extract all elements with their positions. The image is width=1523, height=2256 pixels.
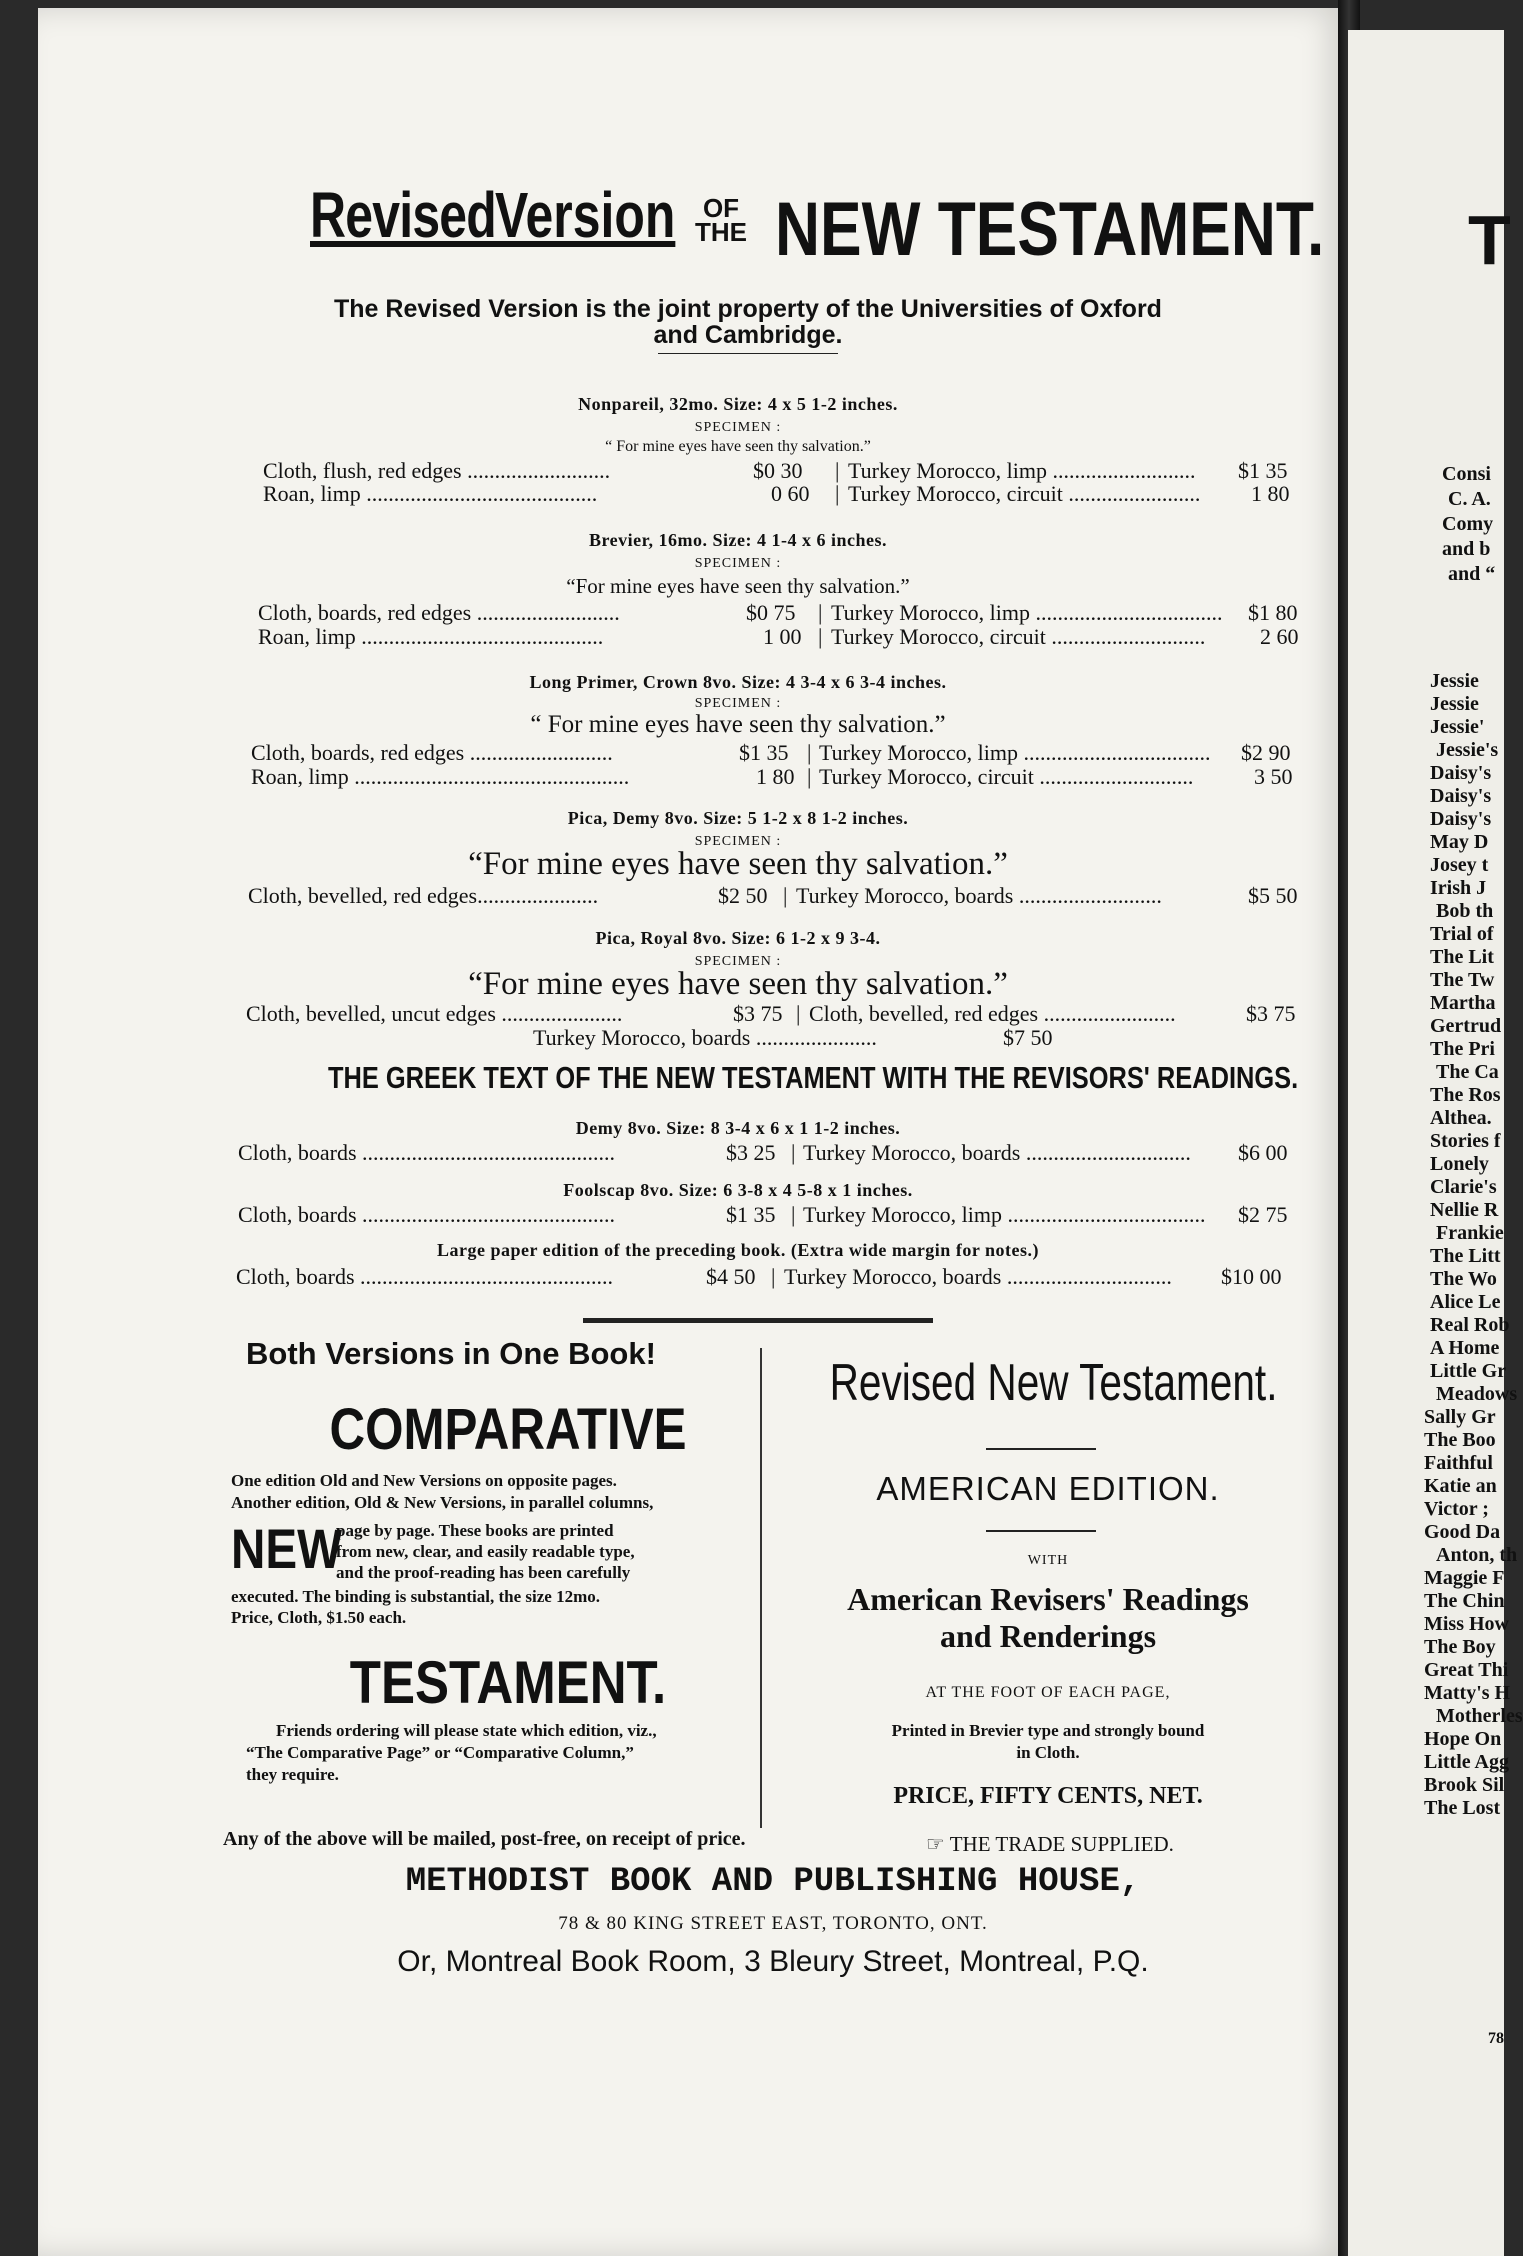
divider: | bbox=[783, 883, 788, 908]
binding-right: Turkey Morocco, boards .......................... bbox=[796, 883, 1162, 908]
specimen-label: SPECIMEN : bbox=[694, 954, 782, 969]
binding-right: Turkey Morocco, circuit ............................ bbox=[831, 624, 1206, 649]
facing-title-item: Matty's H bbox=[1424, 1682, 1511, 1704]
facing-title-item: Little Gr bbox=[1430, 1360, 1507, 1382]
facing-title-item: Althea. bbox=[1430, 1107, 1492, 1129]
price-left: $1 35 bbox=[739, 740, 789, 765]
specimen-text: “For mine eyes have seen thy salvation.” bbox=[468, 966, 1008, 1002]
facing-title-item: Victor ; bbox=[1424, 1498, 1489, 1520]
price-right: $2 90 bbox=[1241, 740, 1291, 765]
specimen-text: “ For mine eyes have seen thy salvation.” bbox=[605, 438, 871, 455]
binding-left: Cloth, boards, red edges .......................... bbox=[251, 740, 613, 765]
price-right: $6 00 bbox=[1238, 1140, 1288, 1165]
readings-line: American Revisers' Readings bbox=[847, 1581, 1249, 1617]
price-right: $5 50 bbox=[1248, 883, 1298, 908]
price-right: $10 00 bbox=[1221, 1264, 1282, 1289]
facing-title-item: Daisy's bbox=[1430, 808, 1492, 830]
price-left: 0 60 bbox=[771, 481, 810, 506]
title-version: Version bbox=[495, 179, 676, 251]
facing-title-item: Trial of bbox=[1430, 923, 1494, 945]
facing-title-item: The Litt bbox=[1430, 1245, 1501, 1267]
edition-heading: Brevier, 16mo. Size: 4 1-4 x 6 inches. bbox=[589, 530, 887, 550]
binding-left: Roan, limp .......................................... bbox=[263, 481, 598, 506]
facing-title-item: Lonely bbox=[1430, 1153, 1489, 1175]
price-right: $1 35 bbox=[1238, 458, 1288, 483]
american-rule bbox=[986, 1448, 1096, 1450]
binding-left: Cloth, boards, red edges .......................... bbox=[258, 600, 620, 625]
facing-title-item: Little Agg bbox=[1424, 1751, 1509, 1773]
facing-title-item: Jessie bbox=[1430, 670, 1479, 692]
price-right: 3 50 bbox=[1254, 764, 1293, 789]
facing-title-item: Alice Le bbox=[1430, 1291, 1501, 1313]
edition-heading: Nonpareil, 32mo. Size: 4 x 5 1-2 inches. bbox=[578, 394, 898, 414]
montreal-address: Or, Montreal Book Room, 3 Bleury Street, Montreal, P.Q. bbox=[397, 1945, 1149, 1978]
facing-intro-line: and “ bbox=[1448, 563, 1496, 585]
price-left: $7 50 bbox=[1003, 1025, 1053, 1050]
greek-heading: Foolscap 8vo. Size: 6 3-8 x 4 5-8 x 1 inches. bbox=[563, 1180, 913, 1200]
both-versions: Both Versions in One Book! bbox=[246, 1336, 656, 1371]
price-left: $3 25 bbox=[726, 1140, 776, 1165]
para-line: and the proof-reading has been carefully bbox=[336, 1563, 631, 1582]
binding-right: Turkey Morocco, limp .......................... bbox=[848, 458, 1196, 483]
facing-title-item: The Tw bbox=[1430, 969, 1495, 991]
title-rule bbox=[658, 353, 838, 354]
facing-title-item: Good Da bbox=[1424, 1521, 1501, 1543]
title-the: THE bbox=[695, 217, 747, 247]
facing-title-item: Daisy's bbox=[1430, 762, 1492, 784]
facing-title-letter: T bbox=[1468, 201, 1511, 279]
facing-title-item: Frankie bbox=[1436, 1222, 1504, 1244]
divider: | bbox=[807, 764, 812, 789]
facing-title-list bbox=[1424, 670, 1523, 1820]
para-line: from new, clear, and easily readable type, bbox=[336, 1542, 635, 1561]
price-left: $2 50 bbox=[718, 883, 768, 908]
facing-intro-line: Consi bbox=[1442, 463, 1491, 485]
price-left: $3 75 bbox=[733, 1001, 783, 1026]
facing-title-item: Maggie F bbox=[1424, 1567, 1505, 1589]
greek-heading: Demy 8vo. Size: 8 3-4 x 6 x 1 1-2 inches. bbox=[575, 1118, 901, 1138]
specimen-label: SPECIMEN : bbox=[694, 556, 782, 571]
price-right: $2 75 bbox=[1238, 1202, 1288, 1227]
facing-footer: 78 bbox=[1488, 2030, 1504, 2047]
binding-left: Cloth, bevelled, uncut edges ...................... bbox=[246, 1001, 623, 1026]
para-line: Price, Cloth, $1.50 each. bbox=[231, 1608, 407, 1627]
price-left: $0 75 bbox=[746, 600, 796, 625]
facing-title-item: Gertrud bbox=[1430, 1015, 1502, 1037]
divider: | bbox=[835, 458, 840, 483]
comparative-line1: One edition Old and New Versions on opposite pages. bbox=[231, 1471, 617, 1490]
printed-line: Printed in Brevier type and strongly bound bbox=[891, 1721, 1205, 1740]
binding-left: Cloth, boards .............................................. bbox=[236, 1264, 614, 1289]
facing-title-item: Irish J bbox=[1430, 877, 1487, 899]
edition-heading: Pica, Demy 8vo. Size: 5 1-2 x 8 1-2 inches. bbox=[567, 808, 909, 828]
facing-title-item: Meadows bbox=[1436, 1383, 1518, 1405]
specimen-text: “ For mine eyes have seen thy salvation.” bbox=[530, 711, 946, 738]
binding-left: Turkey Morocco, boards ...................... bbox=[533, 1025, 877, 1050]
divider: | bbox=[835, 481, 840, 506]
divider: | bbox=[791, 1140, 796, 1165]
trade-supplied: ☞ THE TRADE SUPPLIED. bbox=[926, 1832, 1174, 1856]
facing-title-item: Motherles bbox=[1436, 1705, 1523, 1727]
title-revised: Revised bbox=[310, 179, 497, 251]
price-left: 1 00 bbox=[763, 624, 802, 649]
title-of-the bbox=[695, 193, 747, 247]
binding-left: Cloth, boards .............................................. bbox=[238, 1202, 616, 1227]
facing-title-item: Daisy's bbox=[1430, 785, 1492, 807]
price-left: 1 80 bbox=[756, 764, 795, 789]
price-left: $1 35 bbox=[726, 1202, 776, 1227]
american-rule bbox=[986, 1530, 1096, 1532]
binding-left: Cloth, flush, red edges .......................... bbox=[263, 458, 611, 483]
friends-line: Friends ordering will please state which edition, viz., bbox=[276, 1721, 657, 1740]
facing-title-item: Anton, th bbox=[1436, 1544, 1518, 1566]
title-new-testament: NEW TESTAMENT. bbox=[775, 187, 1325, 272]
facing-title-item: May D bbox=[1430, 831, 1489, 853]
edition-heading: Long Primer, Crown 8vo. Size: 4 3-4 x 6 3-4 inches. bbox=[529, 672, 947, 692]
american-edition: AMERICAN EDITION. bbox=[876, 1470, 1220, 1507]
facing-title-item: The Boy bbox=[1424, 1636, 1496, 1658]
specimen-text: “For mine eyes have seen thy salvation.” bbox=[468, 846, 1008, 882]
facing-title-item: Jessie' bbox=[1430, 716, 1485, 738]
facing-title-item: Sally Gr bbox=[1424, 1406, 1496, 1428]
binding-right: Turkey Morocco, circuit ............................ bbox=[819, 764, 1194, 789]
facing-title-item: Great Thi bbox=[1424, 1659, 1509, 1681]
edition-heading: Pica, Royal 8vo. Size: 6 1-2 x 9 3-4. bbox=[595, 928, 881, 948]
greek-title: THE GREEK TEXT OF THE NEW TESTAMENT WITH THE REVISORS' READINGS. bbox=[328, 1060, 1299, 1095]
facing-intro-line: C. A. bbox=[1448, 488, 1491, 510]
divider: | bbox=[771, 1264, 776, 1289]
facing-title-item: Josey t bbox=[1430, 854, 1489, 876]
greek-heading: Large paper edition of the preceding book. (Extra wide margin for notes.) bbox=[437, 1240, 1039, 1260]
facing-title-item: The Ca bbox=[1436, 1061, 1499, 1083]
binding-right: Turkey Morocco, limp .................................. bbox=[819, 740, 1211, 765]
binding-left: Roan, limp .................................................. bbox=[251, 764, 630, 789]
mailed-note: Any of the above will be mailed, post-free, on receipt of price. bbox=[223, 1828, 746, 1850]
facing-title-item: Nellie R bbox=[1430, 1199, 1499, 1221]
facing-page bbox=[1348, 30, 1523, 2256]
readings-line: and Renderings bbox=[939, 1618, 1157, 1654]
title-of: OF bbox=[702, 193, 740, 223]
binding-left: Cloth, boards .............................................. bbox=[238, 1140, 616, 1165]
facing-intro bbox=[1442, 462, 1495, 587]
testament-title: TESTAMENT. bbox=[349, 1649, 667, 1716]
section-rule bbox=[583, 1318, 933, 1323]
divider: | bbox=[791, 1202, 796, 1227]
binding-right: Turkey Morocco, boards .............................. bbox=[784, 1264, 1172, 1289]
facing-title-item: The Boo bbox=[1424, 1429, 1496, 1451]
printed-line: in Cloth. bbox=[1016, 1743, 1080, 1762]
american-foot: AT THE FOOT OF EACH PAGE, bbox=[925, 1684, 1171, 1701]
binding-left: Cloth, bevelled, red edges...................... bbox=[248, 883, 599, 908]
facing-title-item: The Lost bbox=[1424, 1797, 1501, 1819]
american-with: WITH bbox=[1027, 1553, 1069, 1568]
specimen-label: SPECIMEN : bbox=[694, 696, 782, 711]
specimen-text: “For mine eyes have seen thy salvation.” bbox=[566, 574, 910, 598]
divider: | bbox=[796, 1001, 801, 1026]
facing-intro-line: and b bbox=[1442, 538, 1491, 560]
facing-title-item: Miss How bbox=[1424, 1613, 1509, 1635]
facing-title-item: Real Rob bbox=[1430, 1314, 1510, 1336]
advertisement-page bbox=[38, 8, 1348, 2256]
facing-title-item: A Home bbox=[1430, 1337, 1500, 1359]
price-right: $1 80 bbox=[1248, 600, 1298, 625]
comparative-para bbox=[336, 1520, 635, 1583]
facing-title-item: The Pri bbox=[1430, 1038, 1495, 1060]
facing-title-item: Hope On bbox=[1424, 1728, 1502, 1750]
binding-right: Turkey Morocco, boards .............................. bbox=[803, 1140, 1191, 1165]
publisher-name: METHODIST BOOK AND PUBLISHING HOUSE, bbox=[405, 1863, 1141, 1901]
binding-left: Roan, limp ............................................ bbox=[258, 624, 604, 649]
friends-note bbox=[246, 1720, 657, 1786]
facing-title-item: Katie an bbox=[1424, 1475, 1497, 1497]
divider: | bbox=[818, 600, 823, 625]
price-right: $3 75 bbox=[1246, 1001, 1296, 1026]
facing-intro-line: Comy bbox=[1442, 513, 1494, 535]
para-line: page by page. These books are printed bbox=[336, 1521, 614, 1540]
facing-title-item: Stories f bbox=[1430, 1130, 1501, 1152]
price-left: $4 50 bbox=[706, 1264, 756, 1289]
facing-title-item: The Lit bbox=[1430, 946, 1494, 968]
facing-title-item: Jessie bbox=[1430, 693, 1479, 715]
american-price: PRICE, FIFTY CENTS, NET. bbox=[893, 1783, 1203, 1809]
facing-title-item: The Ros bbox=[1430, 1084, 1501, 1106]
binding-right: Turkey Morocco, circuit ........................ bbox=[848, 481, 1201, 506]
specimen-label: SPECIMEN : bbox=[694, 420, 782, 435]
binding-right: Cloth, bevelled, red edges ........................ bbox=[809, 1001, 1176, 1026]
binding-right: Turkey Morocco, limp .................................... bbox=[803, 1202, 1206, 1227]
friends-line: “The Comparative Page” or “Comparative Column,” bbox=[246, 1743, 634, 1762]
divider: | bbox=[807, 740, 812, 765]
facing-title-item: Jessie's bbox=[1436, 739, 1499, 761]
friends-line: they require. bbox=[246, 1765, 339, 1784]
facing-title-item: The Wo bbox=[1430, 1268, 1497, 1290]
facing-title-item: The Chin bbox=[1424, 1590, 1505, 1612]
subtitle-line-2: and Cambridge. bbox=[653, 321, 843, 349]
subtitle-line-1: The Revised Version is the joint property of the Universities of Oxford bbox=[334, 295, 1162, 323]
specimen-label: SPECIMEN : bbox=[694, 834, 782, 849]
subtitle bbox=[218, 296, 1278, 348]
facing-title-item: Clarie's bbox=[1430, 1176, 1497, 1198]
publisher-address: 78 & 80 KING STREET EAST, TORONTO, ONT. bbox=[558, 1913, 988, 1934]
american-title: Revised New Testament. bbox=[829, 1354, 1278, 1412]
price-left: $0 30 bbox=[753, 458, 803, 483]
american-printed bbox=[768, 1720, 1328, 1764]
divider: | bbox=[818, 624, 823, 649]
para-line: executed. The binding is substantial, the size 12mo. bbox=[231, 1587, 601, 1606]
american-readings bbox=[768, 1581, 1328, 1655]
facing-title-item: Bob th bbox=[1436, 900, 1494, 922]
comparative-title: COMPARATIVE bbox=[329, 1397, 687, 1462]
comparative-para-2 bbox=[231, 1586, 600, 1628]
price-right: 1 80 bbox=[1251, 481, 1290, 506]
facing-title-item: Faithful bbox=[1424, 1452, 1493, 1474]
facing-title-item: Martha bbox=[1430, 992, 1496, 1014]
facing-title-item: Brook Sil bbox=[1424, 1774, 1505, 1796]
price-right: 2 60 bbox=[1260, 624, 1299, 649]
comparative-new: NEW bbox=[231, 1517, 343, 1580]
comparative-line2: Another edition, Old & New Versions, in parallel columns, bbox=[231, 1493, 654, 1512]
binding-right: Turkey Morocco, limp .................................. bbox=[831, 600, 1223, 625]
